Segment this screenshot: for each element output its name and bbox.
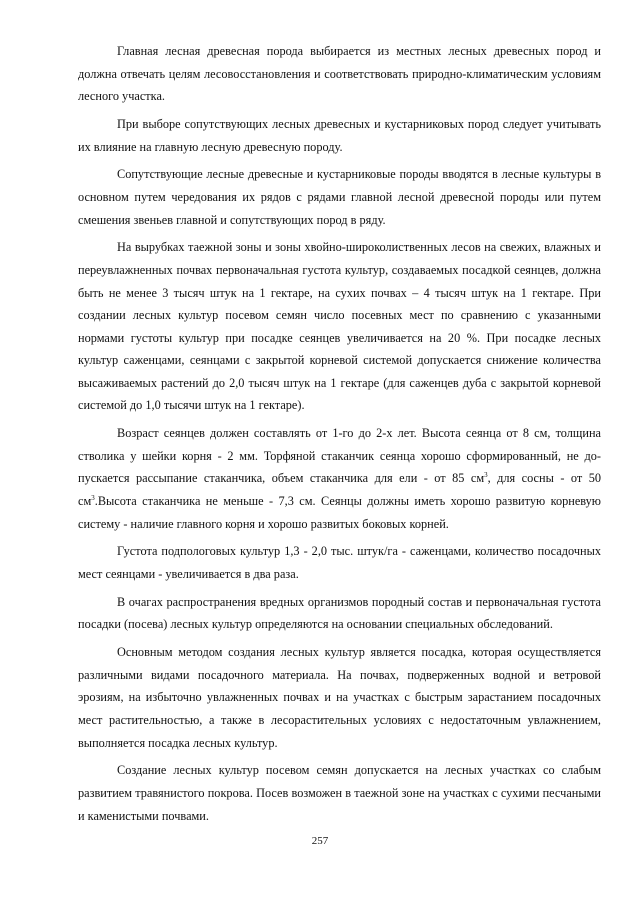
- paragraph-seedling-age: [78, 422, 601, 535]
- paragraph-planting-method: Основным методом создания лесных культур является посадка, которая осуществляется различными видами посадочного материала. На почвах, подверженных водной и ветровой эрозиям, на избыточно увлажненных почвах и на участках с быстрым зарастанием посадочных мест растительностью, а также в лесорастительных условиях с недостаточным увлажнением, выполняется посадка лесных культур.: [78, 645, 601, 750]
- paragraph-seed-sowing: Создание лесных культур посевом семян допускается на лесных участках со слабым развитием травянистого покрова. Посев возможен в таежной зоне на участках с сухими песчаными и каменистыми почвами.: [78, 763, 601, 823]
- page-number: 257: [311, 835, 329, 847]
- seedling-text-part3: .Высота стаканчика не меньше - 7,3 см. Сеянцы должны иметь хорошо развитую корневую систему - наличие главного корня и хорошо развитых боковых корней.: [78, 494, 601, 531]
- document-page: [78, 40, 601, 832]
- paragraph-underplanting-density: Густота подпологовых культур 1,3 - 2,0 тыс. штук/га - саженцами, количество посадочных мест сеянцами - увеличивается в два раза.: [78, 544, 601, 581]
- paragraph-planting-density: На вырубках таежной зоны и зоны хвойно-широколиственных лесов на свежих, влажных и переувлажненных почвах первоначальная густота культур, создаваемых посадкой сеянцев, должна быть не менее 3 тысяч штук на 1 гектаре, на сухих почвах – 4 тысяч штук на 1 гектаре. При создании лесных культур посевом семян число посевных мест по сравнению с указанными нормами густоты культур при посадке сеянцев увеличивается на 20 %. При посадке лесных культур саженцами, сеянцами с закрытой корневой системой допускается снижение количества высаживаемых растений до 2,0 тысяч штук на 1 гектаре (для саженцев дуба с закрытой корневой системой до 1,0 тысячи штук на 1 гектаре).: [78, 240, 601, 413]
- superscript-3-spruce: 3: [484, 471, 488, 480]
- paragraph-pest-outbreaks: В очагах распространения вредных организмов породный состав и первоначальная густота посадки (посева) лесных культур определяются на основании специальных обследований.: [78, 594, 601, 632]
- seedling-text-part1: Возраст сеянцев должен составлять от 1-го до 2-х лет. Высота сеянца от 8 см, толщина стволика у шейки корня - 2 мм. Торфяной стаканчик сеянца хорошо сформированный, не допускается рассыпание стаканчика, объем стаканчика для ели - от 85 см: [78, 426, 601, 486]
- paragraph-companion-introduction: Сопутствующие лесные древесные и кустарниковые породы вводятся в лесные культуры в основном путем чередования их рядов с рядами главной лесной древесной породы или путем смешения звеньев главной и сопутствующих пород в ряду.: [78, 167, 601, 227]
- paragraph-companion-influence: При выборе сопутствующих лесных древесных и кустарниковых пород следует учитывать их влияние на главную лесную древесную породу.: [78, 116, 601, 154]
- paragraph-main-species: Главная лесная древесная порода выбирается из местных лесных древесных пород и должна отвечать целям лесовосстановления и соответствовать природно-климатическим условиям лесного участка.: [78, 44, 601, 104]
- seedling-text-part2: , для сосны - от 50 см: [78, 471, 601, 509]
- superscript-3-pine: 3: [91, 494, 95, 503]
